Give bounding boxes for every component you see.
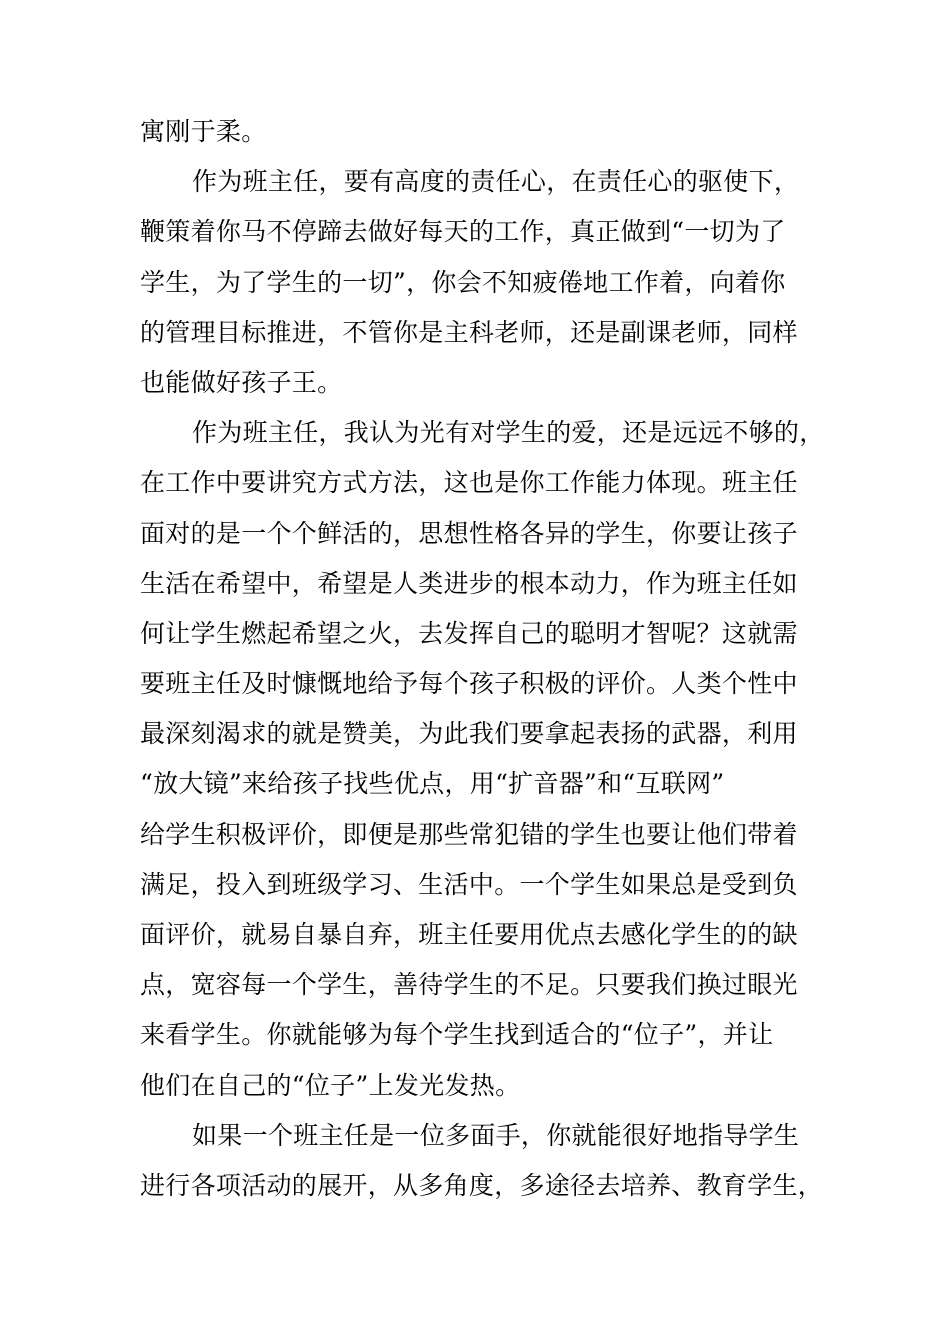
- paragraph-line: 在工作中要讲究方式方法，这也是你工作能力体现。班主任: [140, 468, 798, 498]
- paragraph-line: “放大镜”来给孩子找些优点，用“扩音器”和“互联网”: [140, 769, 725, 799]
- paragraph-line: 满足，投入到班级学习、生活中。一个学生如果总是受到负: [140, 869, 798, 899]
- paragraph-line: 学生，为了学生的一切”，你会不知疲倦地工作着，向着你: [140, 267, 786, 297]
- paragraph-line: 何让学生燃起希望之火，去发挥自己的聪明才智呢？这就需: [140, 618, 798, 648]
- paragraph-line: 来看学生。你就能够为每个学生找到适合的“位子”，并让: [140, 1020, 774, 1050]
- paragraph-line: 给学生积极评价，即便是那些常犯错的学生也要让他们带着: [140, 819, 798, 849]
- paragraph-line: 他们在自己的“位子”上发光发热。: [140, 1070, 521, 1100]
- paragraph-line: 面评价，就易自暴自弃，班主任要用优点去感化学生的的缺: [140, 920, 798, 949]
- paragraph-line: 面对的是一个个鲜活的，思想性格各异的学生，你要让孩子: [140, 518, 798, 548]
- paragraph-line: 生活在希望中，希望是人类进步的根本动力，作为班主任如: [140, 568, 798, 598]
- document-body: [140, 107, 825, 1211]
- paragraph-first-line: 作为班主任，我认为光有对学生的爱，还是远远不够的，: [192, 418, 825, 448]
- paragraph-first-line: 如果一个班主任是一位多面手，你就能很好地指导学生: [192, 1120, 800, 1150]
- paragraph-first-line: 作为班主任，要有高度的责任心，在责任心的驱使下，: [192, 167, 800, 197]
- paragraph-line: 点，宽容每一个学生，善待学生的不足。只要我们换过眼光: [140, 970, 798, 1000]
- paragraph-line: 的管理目标推进，不管你是主科老师，还是副课老师，同样: [140, 317, 798, 347]
- paragraph-line: 要班主任及时慷慨地给予每个孩子积极的评价。人类个性中: [140, 669, 798, 699]
- paragraph-line: 进行各项活动的展开，从多角度，多途径去培养、教育学生，: [140, 1170, 824, 1200]
- paragraph-line: 也能做好孩子王。: [140, 367, 343, 397]
- paragraph-line: 鞭策着你马不停蹄去做好每天的工作，真正做到“一切为了: [140, 217, 786, 247]
- paragraph-line: 寓刚于柔。: [140, 117, 267, 146]
- paragraph-line: 最深刻渴求的就是赞美，为此我们要拿起表扬的武器，利用: [140, 719, 798, 749]
